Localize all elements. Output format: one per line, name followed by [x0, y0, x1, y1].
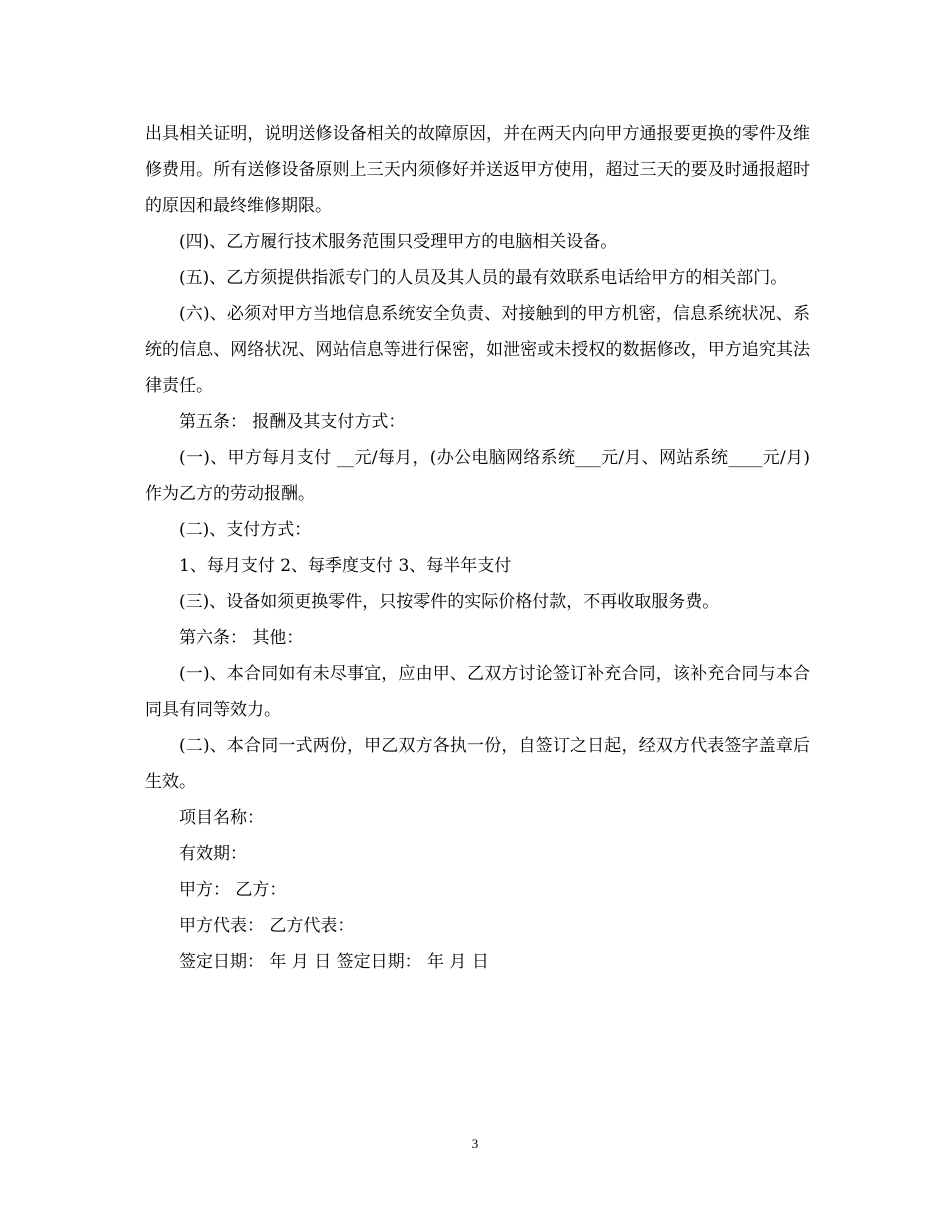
paragraph-clause-5: (五)、乙方须提供指派专门的人员及其人员的最有效联系电话给甲方的相关部门。: [179, 268, 788, 288]
section-heading-article-5: 第五条： 报酬及其支付方式：: [179, 412, 406, 432]
paragraph-payment-options: 1、每月支付 2、每季度支付 3、每半年支付: [179, 556, 512, 576]
paragraph-repair-certification: 出具相关证明，说明送修设备相关的故障原因，并在两天内向甲方通报要更换的零件及维修费用。所有送修设备原则上三天内须修好并送返甲方使用，超过三天的要及时通报超时的原因和最终维修期限。: [145, 124, 810, 216]
paragraph-clause-4: (四)、乙方履行技术服务范围只受理甲方的电脑相关设备。: [179, 232, 618, 252]
field-project-name: 项目名称：: [179, 808, 264, 828]
paragraph-other-1: (一)、本合同如有未尽事宜，应由甲、乙双方讨论签订补充合同，该补充合同与本合同具有同等效力。: [145, 664, 810, 720]
paragraph-payment-2: (二)、支付方式：: [179, 520, 312, 540]
field-representatives: 甲方代表： 乙方代表：: [179, 916, 355, 936]
field-validity-period: 有效期：: [179, 844, 247, 864]
paragraph-payment-3: (三)、设备如须更换零件，只按零件的实际价格付款，不再收取服务费。: [179, 592, 720, 612]
paragraph-payment-1: (一)、甲方每月支付 __元/每月，(办公电脑网络系统___元/月、网站系统____元/月)作为乙方的劳动报酬。: [145, 448, 810, 504]
document-body: [145, 116, 810, 980]
section-heading-article-6: 第六条： 其他：: [179, 628, 304, 648]
field-parties: 甲方： 乙方：: [179, 880, 287, 900]
paragraph-other-2: (二)、本合同一式两份，甲乙双方各执一份，自签订之日起，经双方代表签字盖章后生效。: [145, 736, 810, 792]
field-signing-dates: 签定日期： 年 月 日 签定日期： 年 月 日: [179, 952, 489, 972]
page-number: 3: [471, 1136, 479, 1151]
paragraph-clause-6: (六)、必须对甲方当地信息系统安全负责、对接触到的甲方机密，信息系统状况、系统的信息、网络状况、网站信息等进行保密，如泄密或未授权的数据修改，甲方追究其法律责任。: [145, 304, 810, 396]
